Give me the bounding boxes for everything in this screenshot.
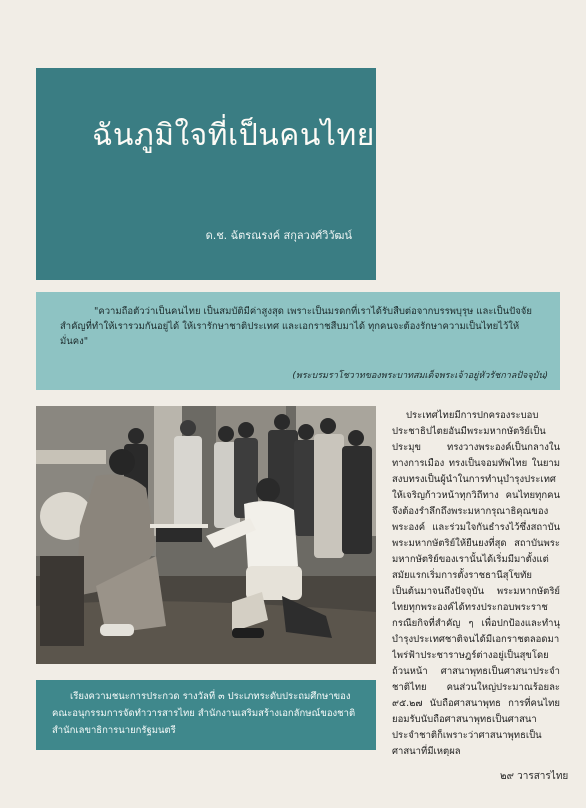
article-title: ฉันภูมิใจที่เป็นคนไทย: [92, 118, 375, 153]
caption-panel: [36, 680, 376, 750]
title-panel: [36, 68, 376, 280]
body-paragraph: ประเทศไทยมีการปกครองระบอบประชาธิปไตยอันมีพระมหากษัตริย์เป็นประมุข ทรงวางพระองค์เป็นกลางในทางการเมือง ทรงเป็นจอมทัพไทย ในยามสงบทรงเป็นผู้นำในการทำนุบำรุงประเทศให้เจริญก้าวหน้าทุกวิถีทาง คนไทยทุกคนจึงต้องรำลึกถึงพระมหากรุณาธิคุณของพระองค์ และร่วมใจกันธำรงไว้ซึ่งสถาบันพระมหากษัตริย์ให้ยืนยงที่สุด สถาบันพระมหากษัตริย์ของเรานั้นได้เริ่มมีมาตั้งแต่สมัยแรกเริ่มการตั้งราชธานีสุโขทัยเป็นต้นมาจนถึงปัจจุบัน พระมหากษัตริย์ไทยทุกพระองค์ได้ทรงประกอบพระราชกรณียกิจที่สำคัญ ๆ เพื่อปกป้องและทำนุบำรุงประเทศชาติจนได้มีเอกราชตลอดมา ไพร่ฟ้าประชาราษฎร์ต่างอยู่เป็นสุขโดยถ้วนหน้า ศาสนาพุทธเป็นศาสนาประจำชาติไทย คนส่วนใหญ่ประมาณร้อยละ ๙๕.๒๗ นับถือศาสนาพุทธ การที่คนไทยยอมรับนับถือศาสนาพุทธเป็นศาสนาประจำชาติก็เพราะว่าศาสนาพุทธเป็นศาสนาที่มีเหตุผล: [392, 410, 560, 756]
article-author: ด.ช. ฉัตรณรงค์ สกุลวงศ์วิวัฒน์: [205, 229, 352, 242]
quote-text: "ความถือตัวว่าเป็นคนไทย เป็นสมบัติมีค่าสูงสุด เพราะเป็นมรดกที่เราได้รับสืบต่อจากบรรพบุรุษ และเป็นปัจจัยสำคัญที่ทำให้เรารวมกันอยู่ได้ ให้เรารักษาชาติประเทศ และเอกราชสืบมาได้ ทุกคนจะต้องรักษาความเป็นไทยไว้ให้มั่นคง": [60, 306, 532, 347]
ceremony-photo: [36, 406, 376, 664]
quote-panel: [36, 292, 560, 390]
ceremony-photo-illustration: [36, 406, 376, 664]
page-footer: ๒๙ วารสารไทย: [500, 771, 569, 782]
caption-text: เรียงความชนะการประกวด รางวัลที่ ๓ ประเภทระดับประถมศึกษาของคณะอนุกรรมการจัดทำวารสารไทย สำนักงานเสริมสร้างเอกลักษณ์ของชาติ สำนักเลขาธิการนายกรัฐมนตรี: [52, 691, 356, 736]
quote-source: (พระบรมราโชวาทของพระบาทสมเด็จพระเจ้าอยู่หัวรัชกาลปัจจุบัน): [292, 371, 548, 381]
article-body: [392, 408, 560, 756]
